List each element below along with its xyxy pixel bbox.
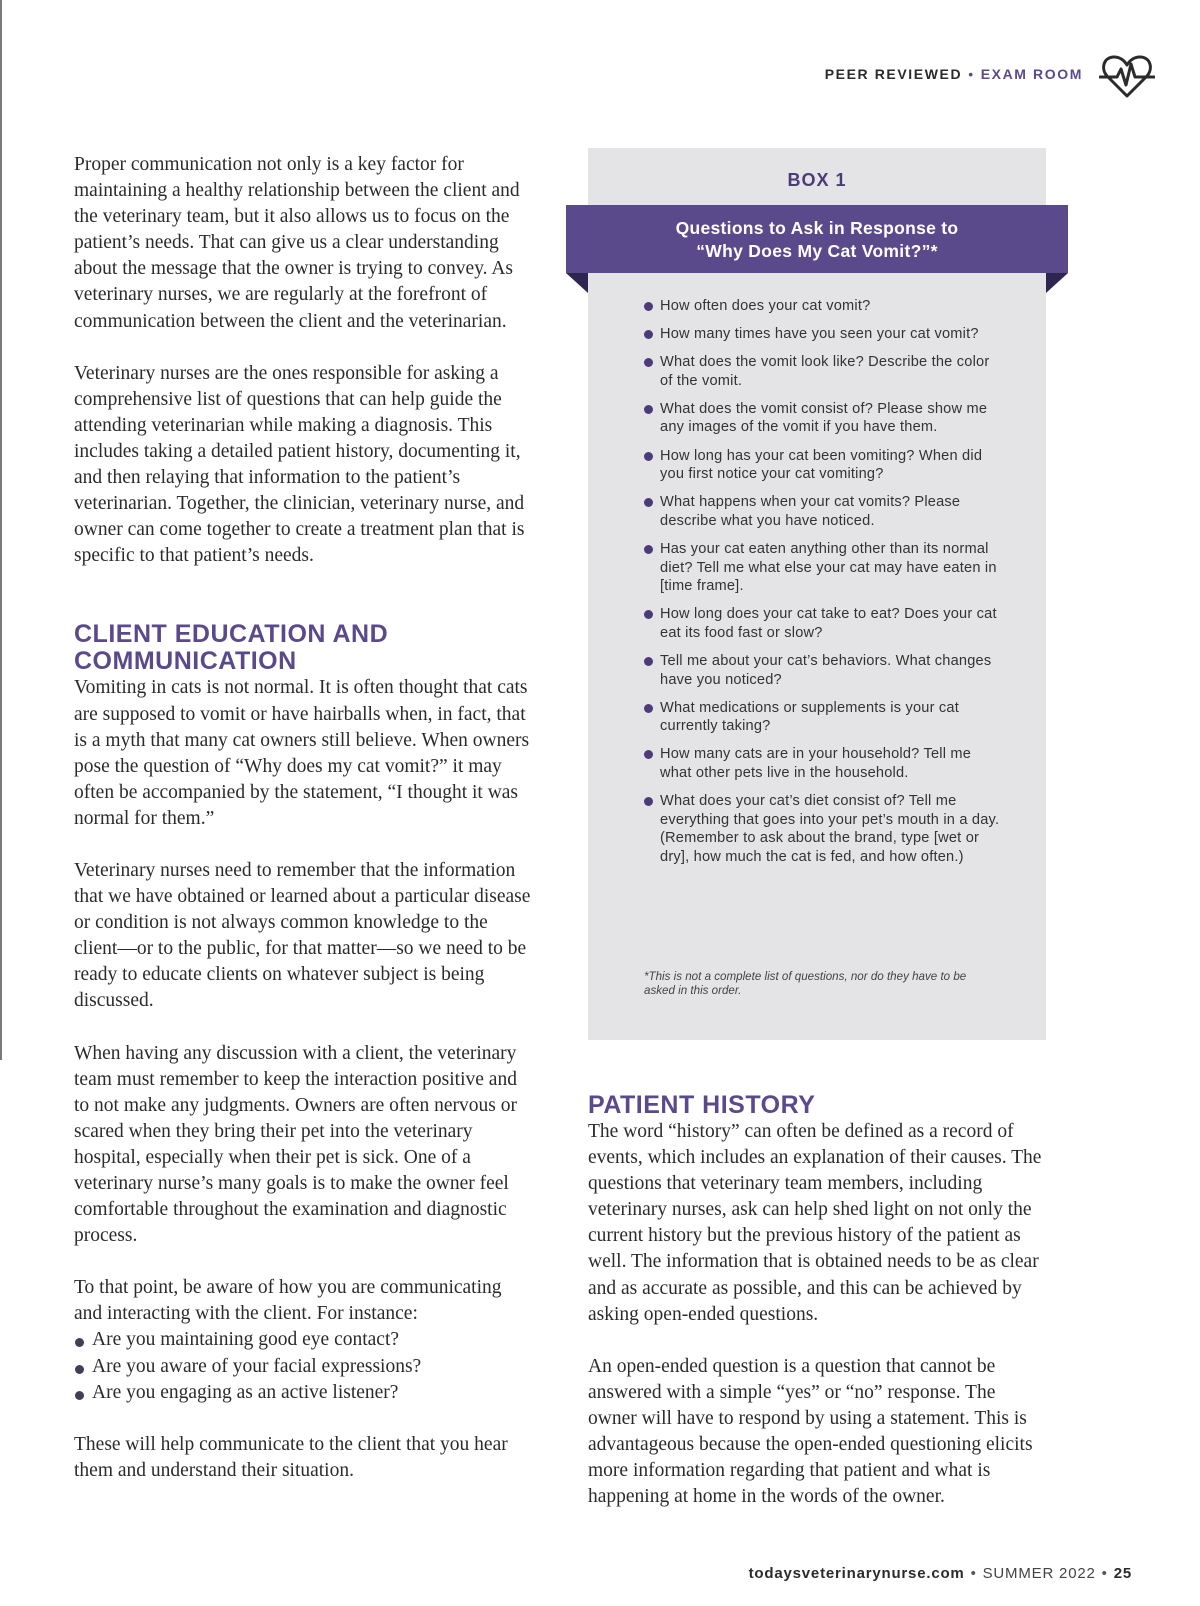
question-item: What happens when your cat vomits? Please describe what you have noticed. [644,493,1004,530]
page-footer [749,1565,1132,1582]
box-title-banner [566,205,1068,273]
question-item: What medications or supplements is your cat currently taking? [644,699,1004,736]
section-heading: CLIENT EDUCATION AND COMMUNICATION [74,620,389,676]
question-item: How many cats are in your household? Tell me what other pets live in the household. [644,745,1004,782]
list-item: Are you aware of your facial expressions? [74,1354,534,1380]
list-item: Are you engaging as an active listener? [74,1380,534,1406]
paragraph: The word “history” can often be defined as a record of events, which includes an explanation of their causes. The questions that veterinary team members, including veterinary nurses, ask can help shed light on not only the current history but the previous history of the patient as well. The information that is obtained needs to be as clear and as accurate as possible, and this can be achieved by asking open-ended questions. [588,1121,1042,1325]
box-footnote: *This is not a complete list of questions, nor do they have to be asked in this order. [644,970,967,997]
header-subsection: EXAM ROOM [980,66,1083,82]
page-binding-edge [0,0,2,1060]
list-item: Are you maintaining good eye contact? [74,1327,534,1353]
footer-issue: SUMMER 2022 [982,1565,1096,1582]
question-item: Tell me about your cat’s behaviors. What changes have you noticed? [644,652,1004,689]
question-item: What does the vomit consist of? Please show me any images of the vomit if you have them. [644,400,1004,437]
footer-separator: • [1101,1565,1108,1582]
footer-site: todaysveterinarynurse.com [748,1565,965,1582]
paragraph: When having any discussion with a client, the veterinary team must remember to keep the interaction positive and to not make any judgments. Owners are often nervous or scared when they bring their pet into the veterinary hospital, especially when their pet is sick. One of a veterinary nurse’s many goals is to make the owner feel comfortable throughout the examination and diagnostic process. [74,1042,517,1247]
question-item: How long does your cat take to eat? Does your cat eat its food fast or slow? [644,605,1004,642]
paragraph: Veterinary nurses are the ones responsible for asking a comprehensive list of questions that can help guide the attending veterinarian while making a diagnosis. This includes taking a detailed patient history, documenting it, and then relaying that information to the patient’s veterinarian. Together, the clinician, veterinary nurse, and owner can come together to create a treatment plan that is specific to that patient’s needs. [74,362,525,567]
header-section: PEER REVIEWED [824,66,963,82]
paragraph: These will help communicate to the client that you hear them and understand their situation. [74,1433,508,1481]
right-column [588,1092,1048,1510]
banner-fold [1046,273,1068,293]
paragraph: Proper communication not only is a key factor for maintaining a healthy relationship between the client and the veterinary team, but it also allows us to focus on the patient’s needs. That can give us a clear understanding about the message that the owner is trying to convey. As veterinary nurses, we are regularly at the forefront of communication between the client and the veterinarian. [74,154,520,332]
question-item: How often does your cat vomit? [644,297,1004,316]
paragraph: Vomiting in cats is not normal. It is often thought that cats are supposed to vomit or have hairballs when, in fact, that is a myth that many cat owners still believe. When owners pose the question of “Why does my cat vomit?” it may often be accompanied by the statement, “I thought it was normal for them.” [74,677,530,829]
question-item: How long has your cat been vomiting? When did you first notice your cat vomiting? [644,447,1004,484]
running-header [760,52,1155,102]
section-heading: PATIENT HISTORY [588,1091,816,1119]
box-label: BOX 1 [787,170,847,190]
banner-fold [566,273,588,293]
heart-pulse-icon [1099,52,1155,100]
header-text [825,66,1083,82]
footer-separator: • [970,1565,977,1582]
question-item: How many times have you seen your cat vomit? [644,325,1004,344]
paragraph: Veterinary nurses need to remember that the information that we have obtained or learned about a particular disease or condition is not always common knowledge to the client—or to the public, for that matter—so we need to be ready to educate clients on whatever subject is being discussed. [74,859,531,1012]
paragraph: An open-ended question is a question that cannot be answered with a simple “yes” or “no” response. The owner will have to respond by using a statement. This is advantageous because the open-ended questioning elicits more information regarding that patient and what is happening at home in the words of the owner. [588,1355,1033,1508]
question-list [644,297,1004,876]
box-title-line: “Why Does My Cat Vomit?”* [696,241,938,261]
bullet-list [74,1327,534,1405]
question-item: Has your cat eaten anything other than its normal diet? Tell me what else your cat may have eaten in [time frame]. [644,540,1004,596]
box-title-line: Questions to Ask in Response to [675,218,959,238]
paragraph: To that point, be aware of how you are communicating and interacting with the client. For instance: [74,1277,502,1325]
left-column [74,152,534,1484]
question-item: What does your cat’s diet consist of? Tell me everything that goes into your pet’s mouth in a day. (Remember to ask about the brand, type [wet or dry], how much the cat is fed, and how often.) [644,792,1004,866]
question-item: What does the vomit look like? Describe the color of the vomit. [644,353,1004,390]
header-separator: • [968,66,975,82]
page-number: 25 [1113,1565,1132,1582]
